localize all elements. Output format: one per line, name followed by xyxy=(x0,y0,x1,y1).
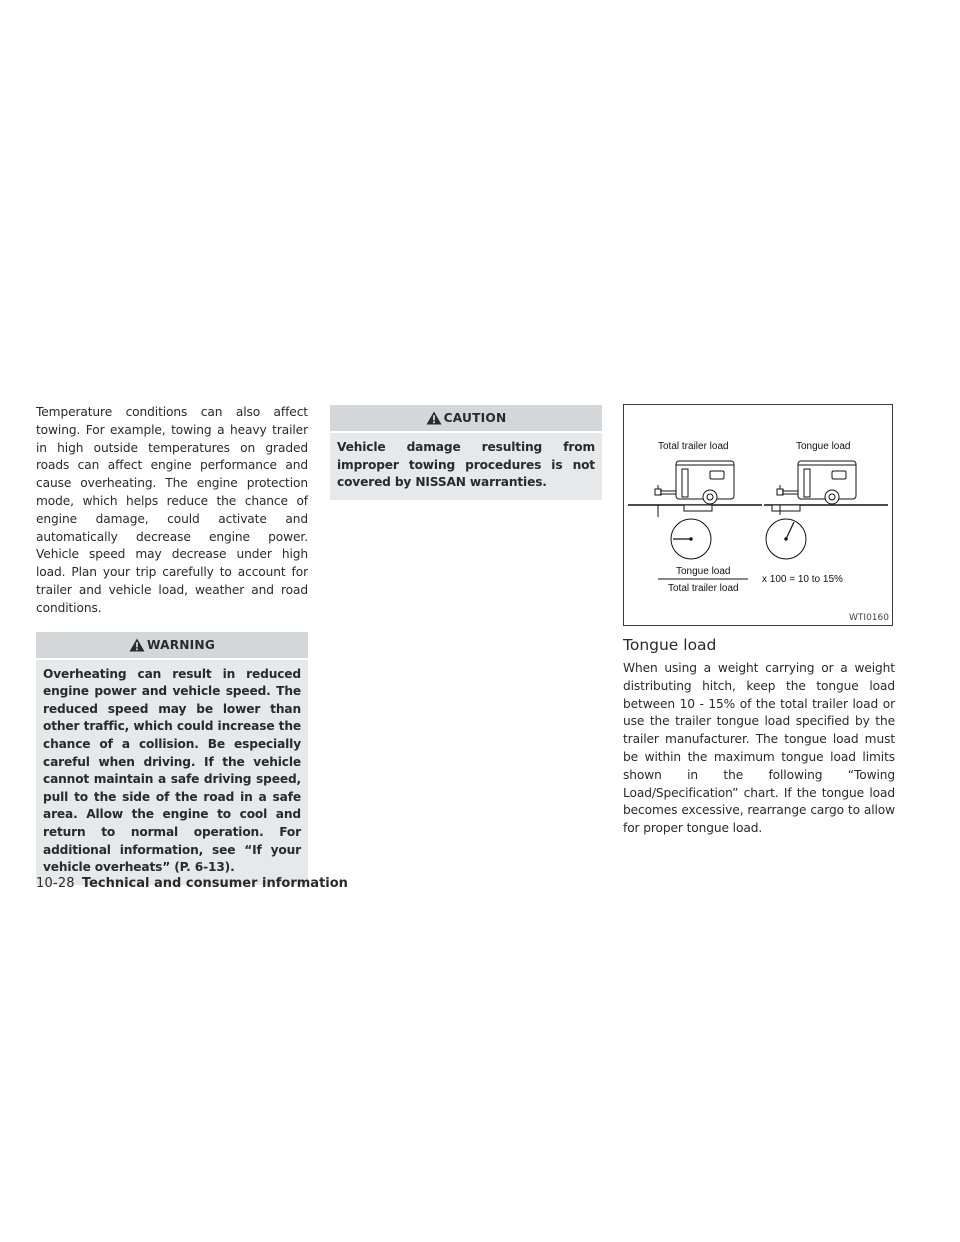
warning-header xyxy=(36,632,308,658)
temperature-paragraph: Temperature conditions can also affect towing. For example, towing a heavy trailer in high outside temperatures on graded roads can affect engine performance and cause overheating. The engine protection mode, which helps reduce the chance of engine damage, could activate and automatically decrease engine power. Vehicle speed may decrease under high load. Plan your trip carefully to account for trailer and vehicle load, weather and road conditions. xyxy=(36,405,308,615)
trailer-left xyxy=(655,461,734,504)
warning-text: Overheating can result in reduced engine power and vehicle speed. The reduced speed may be lower than other traffic, which could increase the chance of a collision. Be especially careful when driving. If the vehicle cannot maintain a safe driving speed, pull to the side of the road in a safe area. Allow the engine to cool and return to normal operation. For additional information, see “If your vehicle overheats” (P. 6-13). xyxy=(36,660,308,885)
chapter-title: Technical and consumer information xyxy=(81,876,348,891)
caution-text: Vehicle damage resulting from improper towing procedures is not covered by NISSAN warranties. xyxy=(330,433,602,500)
page-number: 10-28 xyxy=(36,876,75,891)
caution-header xyxy=(330,405,602,431)
section-title: Tongue load xyxy=(623,636,717,654)
right-column xyxy=(623,404,895,838)
caution-box xyxy=(330,405,602,500)
warning-box xyxy=(36,632,308,885)
middle-column xyxy=(330,404,602,500)
label-tongue-load: Tongue load xyxy=(796,441,851,452)
page-footer xyxy=(36,876,348,891)
warning-triangle-icon xyxy=(426,411,442,425)
left-column xyxy=(36,404,308,885)
warning-title: WARNING xyxy=(146,637,216,652)
scale-right xyxy=(766,505,806,559)
trailer-right xyxy=(777,461,856,504)
caution-title: CAUTION xyxy=(443,411,507,425)
figure-code: WTI0160 xyxy=(849,613,889,623)
tongue-load-diagram xyxy=(624,405,892,625)
tongue-load-figure xyxy=(623,404,893,626)
scale-left xyxy=(658,505,712,559)
label-total-trailer-load: Total trailer load xyxy=(658,441,729,452)
warning-triangle-icon xyxy=(129,638,145,652)
formula-suffix: x 100 = 10 to 15% xyxy=(762,574,843,585)
fraction-denominator: Total trailer load xyxy=(668,583,739,594)
tongue-load-paragraph: When using a weight carrying or a weight distributing hitch, keep the tongue load between 10 - 15% of the total trailer load or use the trailer tongue load specified by the trailer manufacturer. The tongue load must be within the maximum tongue load limits shown in the following “Towing Load/Specification” chart. If the tongue load becomes excessive, rearrange cargo to allow for proper tongue load. xyxy=(623,661,895,836)
fraction-numerator: Tongue load xyxy=(676,566,731,577)
